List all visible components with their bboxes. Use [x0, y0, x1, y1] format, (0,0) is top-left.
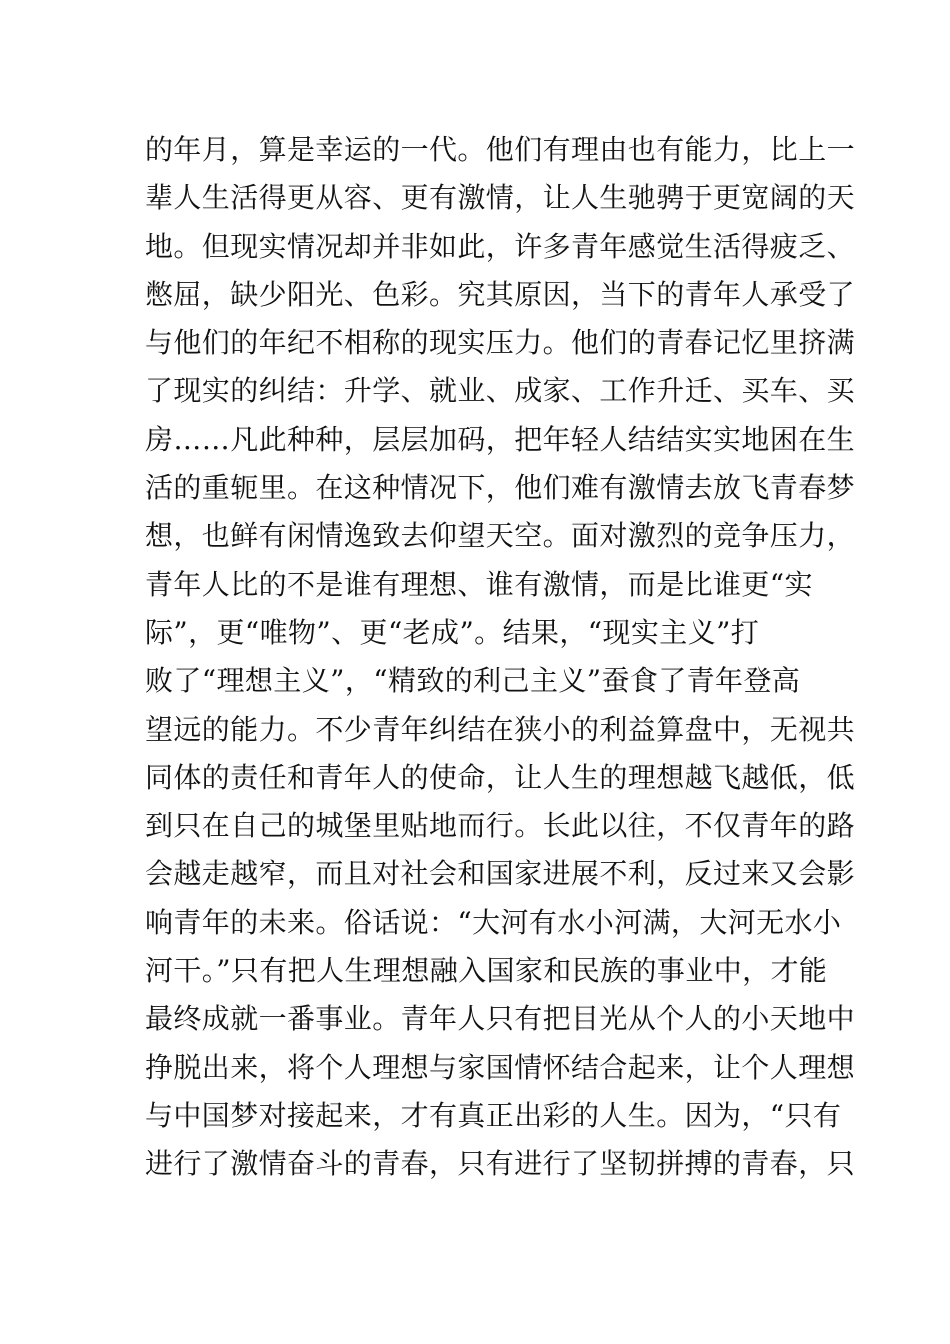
text-line: 青年人比的不是谁有理想、谁有激情，而是比谁更“实: [145, 567, 813, 601]
text-line: 会越走越窄，而且对社会和国家进展不利，反过来又会影: [145, 857, 856, 891]
text-line: 进行了激情奋斗的青春，只有进行了坚韧拼搏的青春，只: [145, 1147, 856, 1181]
text-line: 挣脱出来，将个人理想与家国情怀结合起来，让个人理想: [145, 1050, 856, 1084]
text-line: 憋屈，缺少阳光、色彩。究其原因，当下的青年人承受了: [145, 277, 856, 311]
body-text: [145, 126, 856, 1189]
text-line: 同体的责任和青年人的使命，让人生的理想越飞越低，低: [145, 760, 856, 794]
text-line: 了现实的纠结：升学、就业、成家、工作升迁、买车、买: [145, 374, 856, 408]
text-line: 河干。”只有把人生理想融入国家和民族的事业中，才能: [145, 954, 828, 988]
text-line: 想，也鲜有闲情逸致去仰望天空。面对激烈的竞争压力，: [145, 519, 856, 553]
text-line: 辈人生活得更从容、更有激情，让人生驰骋于更宽阔的天: [145, 181, 856, 215]
text-line: 活的重轭里。在这种情况下，他们难有激情去放飞青春梦: [145, 471, 856, 505]
text-line: 最终成就一番事业。青年人只有把目光从个人的小天地中: [145, 1002, 856, 1036]
text-line: 的年月，算是幸运的一代。他们有理由也有能力，比上一: [145, 133, 856, 166]
text-line: 与他们的年纪不相称的现实压力。他们的青春记忆里挤满: [145, 326, 856, 360]
text-line: 地。但现实情况却并非如此，许多青年感觉生活得疲乏、: [145, 229, 856, 263]
text-line: 败了“理想主义”，“精致的利己主义”蚕食了青年登高: [145, 664, 801, 698]
text-line: 房……凡此种种，层层加码，把年轻人结结实实地困在生: [145, 422, 856, 456]
text-line: 际”，更“唯物”、更“老成”。结果，“现实主义”打: [145, 615, 760, 649]
text-line: 与中国梦对接起来，才有真正出彩的人生。因为，“只有: [145, 1098, 842, 1132]
text-line: 响青年的未来。俗话说：“大河有水小河满，大河无水小: [145, 905, 842, 939]
text-line: 望远的能力。不少青年纠结在狭小的利益算盘中，无视共: [145, 712, 856, 746]
text-line: 到只在自己的城堡里贴地而行。长此以往，不仅青年的路: [145, 809, 856, 843]
